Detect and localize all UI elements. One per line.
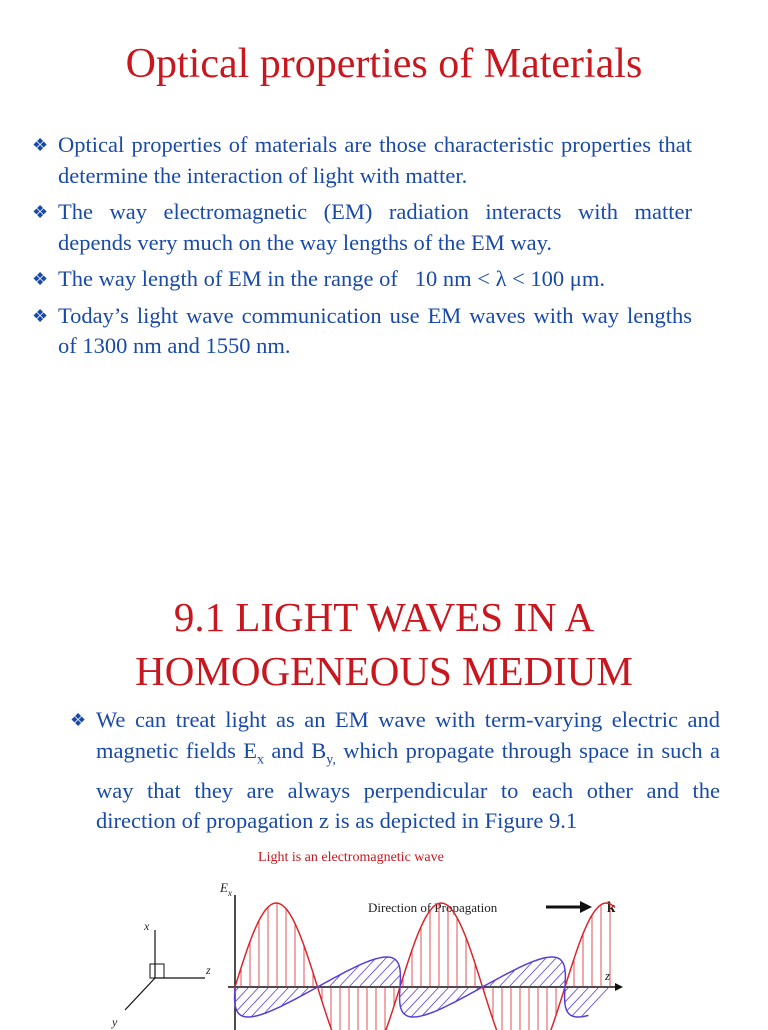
direction-label: Direction of Propagation	[368, 900, 498, 915]
slide-light-waves	[0, 560, 768, 1029]
diamond-bullet-icon: ❖	[32, 269, 49, 289]
slide1-title: Optical properties of Materials	[125, 41, 643, 87]
magnetic-field-vector	[499, 969, 516, 987]
magnetic-field-vector	[369, 959, 395, 987]
magnetic-field-vector	[539, 962, 562, 987]
list-item: ❖ The way electromagnetic (EM) radiation interacts with matter depends very much on the way lengths of the EM way.	[32, 199, 692, 255]
triad-z-label: z	[206, 963, 211, 977]
magnetic-field-vector	[379, 966, 399, 988]
list-item: ❖ Today’s light wave communication use EM waves with way lengths of 1300 nm and 1550 nm.	[32, 302, 692, 358]
magnetic-field-vector	[437, 987, 459, 1010]
magnetic-field-vector	[237, 987, 259, 1011]
diamond-bullet-icon: ❖	[32, 305, 49, 326]
slide2-title-line1: 9.1 LIGHT WAVES IN A	[173, 594, 595, 640]
figure-caption: Light is an electromagnetic wave	[258, 850, 444, 865]
magnetic-field-vector	[329, 974, 341, 987]
magnetic-field-vector	[509, 962, 533, 987]
em-wave-figure	[110, 850, 630, 1030]
list-item: ❖ Optical properties of materials are those characteristic properties that determine the interaction of light with matter.	[32, 132, 692, 188]
magnetic-field-vector	[264, 987, 289, 1014]
wave-group	[235, 903, 615, 1030]
magnetic-field-vector	[281, 987, 299, 1006]
triad-y-label: y	[112, 1015, 118, 1029]
magnetic-field-vector	[400, 987, 409, 997]
magnetic-field-vector	[567, 987, 589, 1011]
magnetic-field-vector	[404, 987, 429, 1014]
z-axis-label-right: z	[605, 968, 611, 983]
diamond-bullet-icon: ❖	[32, 202, 49, 222]
triad-y-axis	[125, 978, 155, 1010]
direction-arrow-icon	[580, 901, 592, 913]
diamond-bullet-icon: ❖	[70, 710, 87, 730]
ex-axis-label: $E_x$	[220, 880, 232, 898]
k-label: k	[607, 900, 616, 916]
magnetic-field-vector	[339, 965, 359, 987]
slide2-title-line2: HOMOGENEOUS MEDIUM	[135, 648, 633, 694]
triad-box	[150, 964, 164, 978]
list-item: ❖ We can treat light as an EM wave with term-varying electric and magnetic fields $E_x$ and $B_{y,}$ which propagate through space in such a way that they are always perpendicular to each other and the direction of propagation z is as depicted in Figure 9.1	[70, 707, 720, 833]
diamond-bullet-icon: ❖	[32, 135, 49, 155]
z-axis-arrow-icon	[615, 983, 623, 991]
slide1-bullet-list	[32, 130, 692, 368]
magnetic-field-vector	[389, 975, 400, 987]
list-item: ❖ The way length of EM in the range of 10 nm < λ < 100 μm.	[32, 264, 692, 295]
triad-x-label: x	[144, 919, 150, 933]
magnetic-field-vector	[401, 987, 420, 1007]
slide-optical-properties	[0, 0, 768, 500]
magnetic-field-vector	[549, 970, 565, 987]
slide2-title	[0, 590, 768, 698]
slide2-bullet-list	[70, 705, 720, 843]
